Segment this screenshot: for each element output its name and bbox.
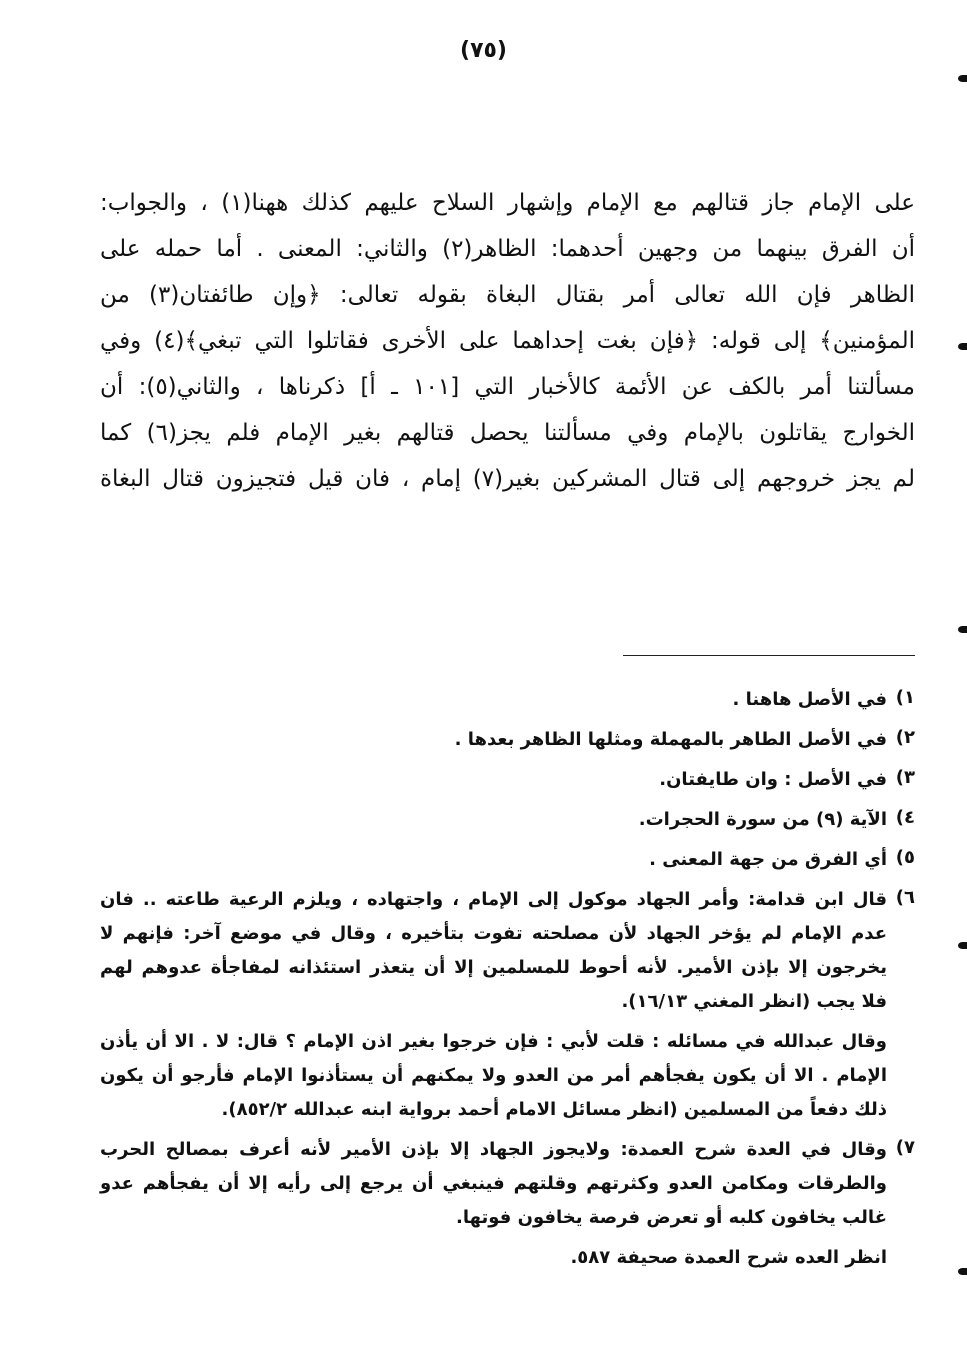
scan-edge-mark bbox=[958, 626, 967, 633]
footnote-line: في الأصل هاهنا . bbox=[732, 689, 887, 710]
scan-edge-mark bbox=[958, 75, 967, 82]
footnote-1 bbox=[100, 683, 915, 717]
footnote-number: ٢) bbox=[895, 727, 915, 748]
footnote-line: ذلك دفعاً من المسلمين (انظر مسائل الامام أحمد برواية ابنه عبدالله ٨٥٢/٢). bbox=[221, 1099, 887, 1120]
body-line: لم يجز خروجهم إلى قتال المشركين بغير(٧) إمام ، فان قيل فتجيزون قتال البغاة bbox=[100, 466, 915, 492]
scan-edge-mark bbox=[958, 942, 967, 949]
footnote-number: ٥) bbox=[895, 847, 915, 868]
body-line: على الإمام جاز قتالهم مع الإمام وإشهار السلاح عليهم كذلك ههنا(١) ، والجواب: bbox=[100, 190, 915, 216]
footnote-line: والطرقات ومكامن العدو وكثرتهم وقلتهم فينبغي أن يرجع إلى رأيه إلا أن يفجأهم عدو bbox=[100, 1173, 887, 1194]
scan-edge-mark bbox=[958, 343, 967, 350]
footnote-2 bbox=[100, 723, 915, 757]
footnote-line: في الأصل الطاهر بالمهملة ومثلها الظاهر بعدها . bbox=[454, 729, 887, 750]
scan-edge-mark bbox=[958, 1268, 967, 1275]
footnote-6 bbox=[100, 883, 915, 1019]
footnote-line: قال ابن قدامة: وأمر الجهاد موكول إلى الإمام ، واجتهاده ، ويلزم الرعية طاعته .. فان bbox=[100, 889, 887, 910]
footnote-7 bbox=[100, 1133, 915, 1235]
footnote-6-continuation bbox=[100, 1025, 915, 1127]
footnote-line: عدم الإمام لم يؤخر الجهاد لأن مصلحته تفوت بتأخيره ، وقال في موضع آخر: فإنهم لا bbox=[100, 923, 887, 944]
footnote-line: غالب يخافون كلبه أو تعرض فرصة يخافون فوتها. bbox=[456, 1207, 887, 1228]
body-line: المؤمنين﴾ إلى قوله: ﴿فإن بغت إحداهما على الأخرى فقاتلوا التي تبغي﴾(٤) وفي bbox=[100, 328, 916, 354]
footnote-line: وقال في العدة شرح العمدة: ولايجوز الجهاد إلا بإذن الأمير لأنه أعرف بمصالح الحرب bbox=[100, 1139, 887, 1160]
body-line: أن الفرق بينهما من وجهين أحدهما: الظاهر(٢) والثاني: المعنى . أما حمله على bbox=[100, 236, 915, 262]
footnote-number: ٦) bbox=[895, 887, 915, 908]
footnote-number: ١) bbox=[895, 687, 915, 708]
footnote-line: انظر العده شرح العمدة صحيفة ٥٨٧. bbox=[570, 1247, 887, 1268]
footnote-4 bbox=[100, 803, 915, 837]
footnote-separator bbox=[623, 655, 915, 656]
page-number: (٧٥) bbox=[460, 38, 507, 63]
footnote-3 bbox=[100, 763, 915, 797]
footnote-number: ٣) bbox=[895, 767, 915, 788]
footnote-line: الآية (٩) من سورة الحجرات. bbox=[638, 809, 887, 830]
footnote-5 bbox=[100, 843, 915, 877]
footnote-line: يخرجون إلا بإذن الأمير. لأنه أحوط للمسلمين إلا أن يتعذر استئذانه لمفاجأة عدوهم لهم bbox=[100, 957, 887, 978]
body-line: الظاهر فإن الله تعالى أمر بقتال البغاة بقوله تعالى: ﴿وإن طائفتان(٣) من bbox=[100, 282, 915, 308]
body-line: الخوارج يقاتلون بالإمام وفي مسألتنا يحصل قتالهم بغير الإمام فلم يجز(٦) كما bbox=[100, 420, 915, 446]
body-line: مسألتنا أمر بالكف عن الأئمة كالأخبار التي [١٠١ ـ أ] ذكرناها ، والثاني(٥): أن bbox=[100, 374, 915, 400]
footnote-line: الإمام . الا أن يكون يفجأهم أمر من العدو ولا يمكنهم أن يستأذنوا الإمام فأرجو أن يكون bbox=[100, 1065, 887, 1086]
footnote-line: أي الفرق من جهة المعنى . bbox=[649, 849, 887, 870]
footnotes-section bbox=[100, 683, 915, 1281]
footnote-line: في الأصل : وان طايفتان. bbox=[659, 769, 887, 790]
footnote-7-reference bbox=[100, 1241, 915, 1275]
main-body-text bbox=[100, 180, 915, 502]
footnote-number: ٧) bbox=[895, 1137, 915, 1158]
footnote-line: وقال عبدالله في مسائله : قلت لأبي : فإن خرجوا بغير اذن الإمام ؟ قال: لا . الا أن يأذن bbox=[100, 1031, 887, 1052]
footnote-number: ٤) bbox=[895, 807, 915, 828]
footnote-line: فلا يجب (انظر المغني ١٦/١٣). bbox=[621, 991, 887, 1012]
